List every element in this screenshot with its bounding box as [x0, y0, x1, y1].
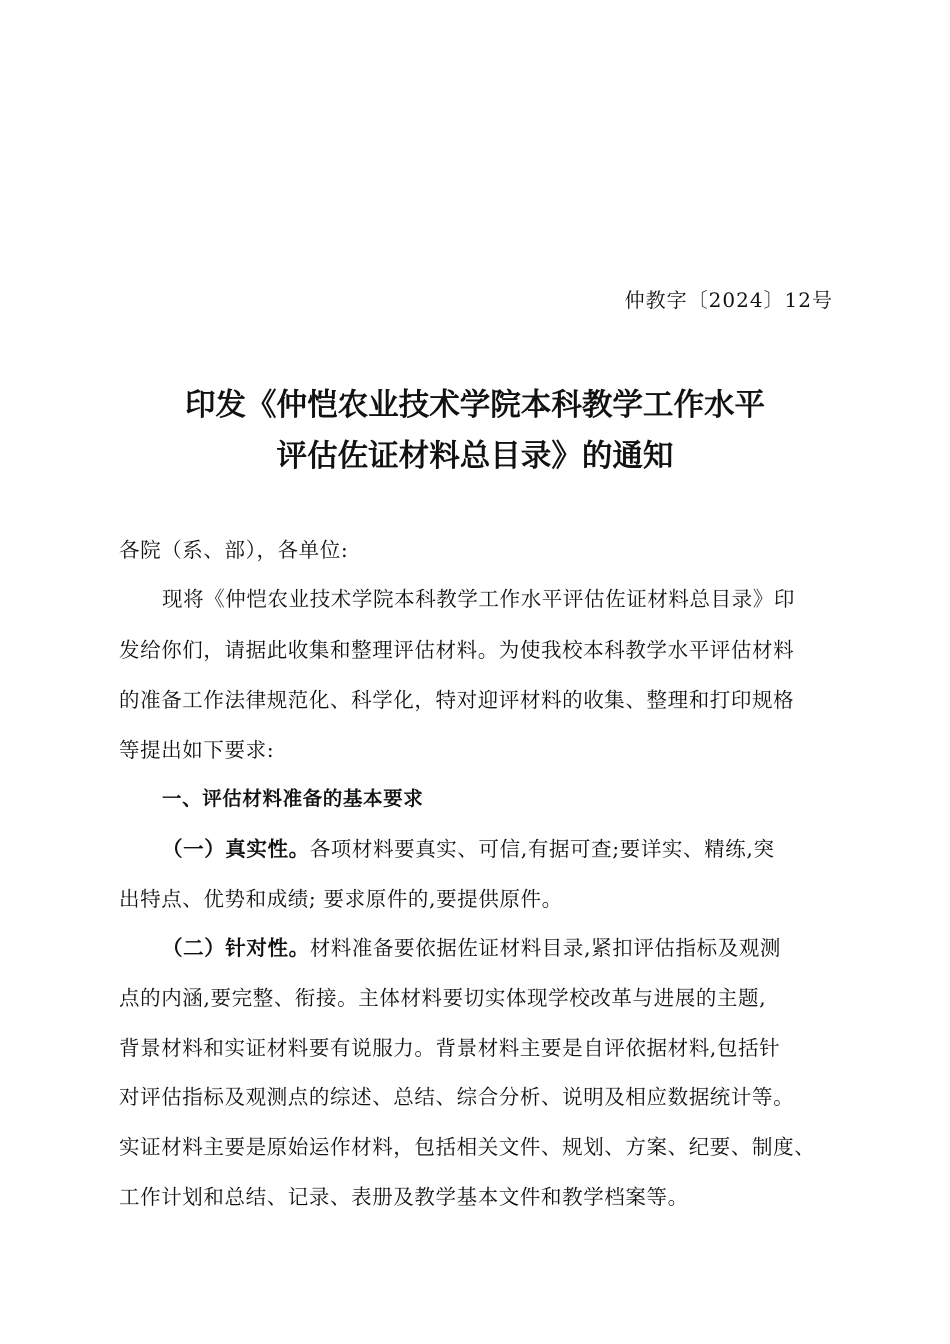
- intro-line-1: 现将《仲恺农业技术学院本科教学工作水平评估佐证材料总目录》印: [162, 587, 795, 611]
- document-title-line-2: 评估佐证材料总目录》的通知: [276, 439, 674, 474]
- item-2-first-line: [162, 931, 781, 961]
- item-2-line-2: 点的内涵,要完整、衔接。主体材料要切实体现学校改革与进展的主题,: [119, 986, 767, 1010]
- item-2-label: （二）针对性。: [162, 936, 310, 960]
- document-title-line-1: 印发《仲恺农业技术学院本科教学工作水平: [184, 388, 766, 423]
- item-1-line-2: 出特点、优势和成绩; 要求原件的,要提供原件。: [119, 887, 563, 911]
- intro-line-4: 等提出如下要求:: [119, 738, 275, 762]
- salutation: 各院（系、部），各单位:: [119, 538, 349, 562]
- item-1-text: 各项材料要真实、可信,有据可查;要详实、精练,突: [309, 837, 775, 861]
- item-1-label: （一）真实性。: [162, 837, 310, 861]
- item-2-text: 材料准备要依据佐证材料目录,紧扣评估指标及观测: [309, 936, 782, 960]
- item-2-line-6: 工作计划和总结、记录、表册及教学基本文件和教学档案等。: [119, 1185, 689, 1209]
- document-number: 仲教字〔2024〕12号: [624, 288, 833, 312]
- intro-line-3: 的准备工作法律规范化、科学化，特对迎评材料的收集、整理和打印规格: [119, 688, 795, 712]
- item-1-first-line: [162, 832, 775, 862]
- section-1-heading: 一、评估材料准备的基本要求: [162, 787, 424, 810]
- intro-line-2: 发给你们，请据此收集和整理评估材料。为使我校本科教学水平评估材料: [119, 638, 795, 662]
- item-2-line-3: 背景材料和实证材料要有说服力。背景材料主要是自评依据材料,包括针: [119, 1036, 781, 1060]
- item-2-line-4: 对评估指标及观测点的综述、总结、综合分析、说明及相应数据统计等。: [119, 1085, 795, 1109]
- item-2-line-5: 实证材料主要是原始运作材料，包括相关文件、规划、方案、纪要、制度、: [119, 1135, 816, 1159]
